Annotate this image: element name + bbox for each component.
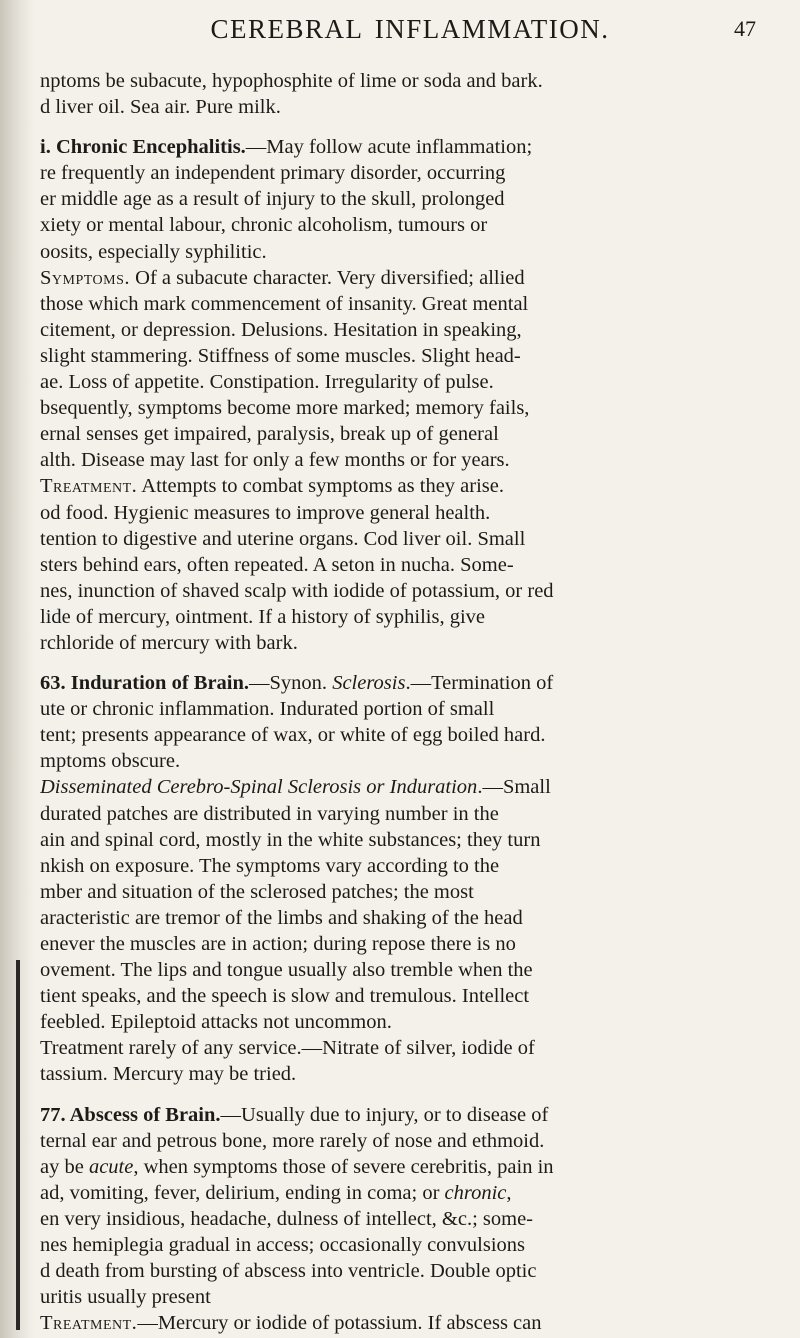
section-heading: 77. Abscess of Brain. (40, 1103, 221, 1126)
text-line: mptoms obscure. (40, 750, 181, 773)
binding-edge-mark (16, 960, 20, 1330)
text-line: en very insidious, headache, dulness of intellect, &c.; some- (40, 1207, 534, 1230)
text-line: bsequently, symptoms become more marked; memory fails, (40, 397, 530, 420)
text-line: oosits, especially syphilitic. (40, 240, 267, 263)
text-line: ternal ear and petrous bone, more rarely of nose and ethmoid. (40, 1129, 545, 1152)
section-induration-of-brain (40, 670, 752, 1088)
text-line: tention to digestive and uterine organs. Cod liver oil. Small (40, 527, 526, 550)
treatment-subheading: Treatment. (40, 1312, 138, 1335)
text-line: alth. Disease may last for only a few months or for years. (40, 449, 510, 472)
subsection-heading: Disseminated Cerebro-Spinal Sclerosis or Induration (40, 776, 478, 799)
page-header (40, 14, 780, 54)
text-line: nes, inunction of shaved scalp with iodide of potassium, or red (40, 579, 554, 602)
section-chronic-encephalitis (40, 134, 752, 656)
text-line: aracteristic are tremor of the limbs and shaking of the head (40, 906, 523, 929)
section-abscess-of-brain (40, 1102, 752, 1337)
text-line: tent; presents appearance of wax, or white of egg boiled hard. (40, 724, 546, 747)
text-line: sters behind ears, often repeated. A seton in nucha. Some- (40, 553, 514, 576)
text-line: Treatment. Attempts to combat symptoms as they arise. (40, 475, 504, 498)
body-text (40, 68, 752, 1336)
paragraph-continuation (40, 68, 752, 120)
text-line: those which mark commencement of insanity. Great mental (40, 292, 529, 315)
text-line: ute or chronic inflammation. Indurated portion of small (40, 698, 495, 721)
text-line: lide of mercury, ointment. If a history of syphilis, give (40, 605, 486, 628)
text-line: feebled. Epileptoid attacks not uncommon. (40, 1011, 392, 1034)
text-line: ain and spinal cord, mostly in the white substances; they turn (40, 828, 541, 851)
text-line: Disseminated Cerebro-Spinal Sclerosis or Induration.—Small (40, 776, 551, 799)
text-line: 63. Induration of Brain.—Synon. Sclerosis.—Termination of (40, 672, 554, 695)
text-line: 77. Abscess of Brain.—Usually due to injury, or to disease of (40, 1103, 549, 1126)
text-line: od food. Hygienic measures to improve general health. (40, 501, 491, 524)
text-line: ay be acute, when symptoms those of severe cerebritis, pain in (40, 1155, 554, 1178)
page-gutter-shadow (0, 0, 34, 1338)
symptoms-subheading: Symptoms. (40, 266, 131, 289)
text-line: enever the muscles are in action; during repose there is no (40, 933, 516, 955)
text-line: d death from bursting of abscess into ventricle. Double optic (40, 1260, 537, 1283)
text-line: durated patches are distributed in varying number in the (40, 802, 499, 825)
text-line: er middle age as a result of injury to the skull, prolonged (40, 188, 505, 211)
text-line: slight stammering. Stiffness of some muscles. Slight head- (40, 344, 521, 367)
text-line: mber and situation of the sclerosed patches; the most (40, 880, 474, 903)
text-line: d liver oil. Sea air. Pure milk. (40, 96, 281, 119)
text-line: Symptoms. Of a subacute character. Very diversified; allied (40, 266, 525, 289)
section-heading: i. Chronic Encephalitis. (40, 136, 246, 159)
text-line: nkish on exposure. The symptoms vary according to the (40, 854, 500, 877)
text-line: nptoms be subacute, hypophosphite of lime or soda and bark. (40, 70, 543, 92)
text-line: Treatment rarely of any service.—Nitrate of silver, iodide of (40, 1037, 535, 1060)
text-line: rchloride of mercury with bark. (40, 631, 298, 654)
text-line: ovement. The lips and tongue usually also tremble when the (40, 959, 533, 982)
page-number: 47 (734, 16, 756, 41)
text-line: ae. Loss of appetite. Constipation. Irregularity of pulse. (40, 371, 494, 394)
text-line: re frequently an independent primary disorder, occurring (40, 162, 506, 185)
running-head: CEREBRAL INFLAMMATION. (210, 14, 610, 44)
text-line: tassium. Mercury may be tried. (40, 1063, 297, 1086)
text-line: citement, or depression. Delusions. Hesitation in speaking, (40, 318, 522, 341)
text-line: xiety or mental labour, chronic alcoholism, tumours or (40, 214, 488, 237)
section-heading: 63. Induration of Brain. (40, 672, 250, 695)
text-line: uritis usually present (40, 1286, 211, 1309)
text-line: ernal senses get impaired, paralysis, break up of general (40, 423, 499, 446)
text-line: Treatment.—Mercury or iodide of potassium. If abscess can (40, 1312, 542, 1335)
text-line: i. Chronic Encephalitis.—May follow acute inflammation; (40, 136, 533, 159)
text-line: ad, vomiting, fever, delirium, ending in coma; or chronic, (40, 1181, 512, 1204)
text-line: tient speaks, and the speech is slow and tremulous. Intellect (40, 985, 530, 1008)
treatment-subheading: Treatment. (40, 475, 138, 498)
text-line: nes hemiplegia gradual in access; occasionally convulsions (40, 1234, 526, 1257)
